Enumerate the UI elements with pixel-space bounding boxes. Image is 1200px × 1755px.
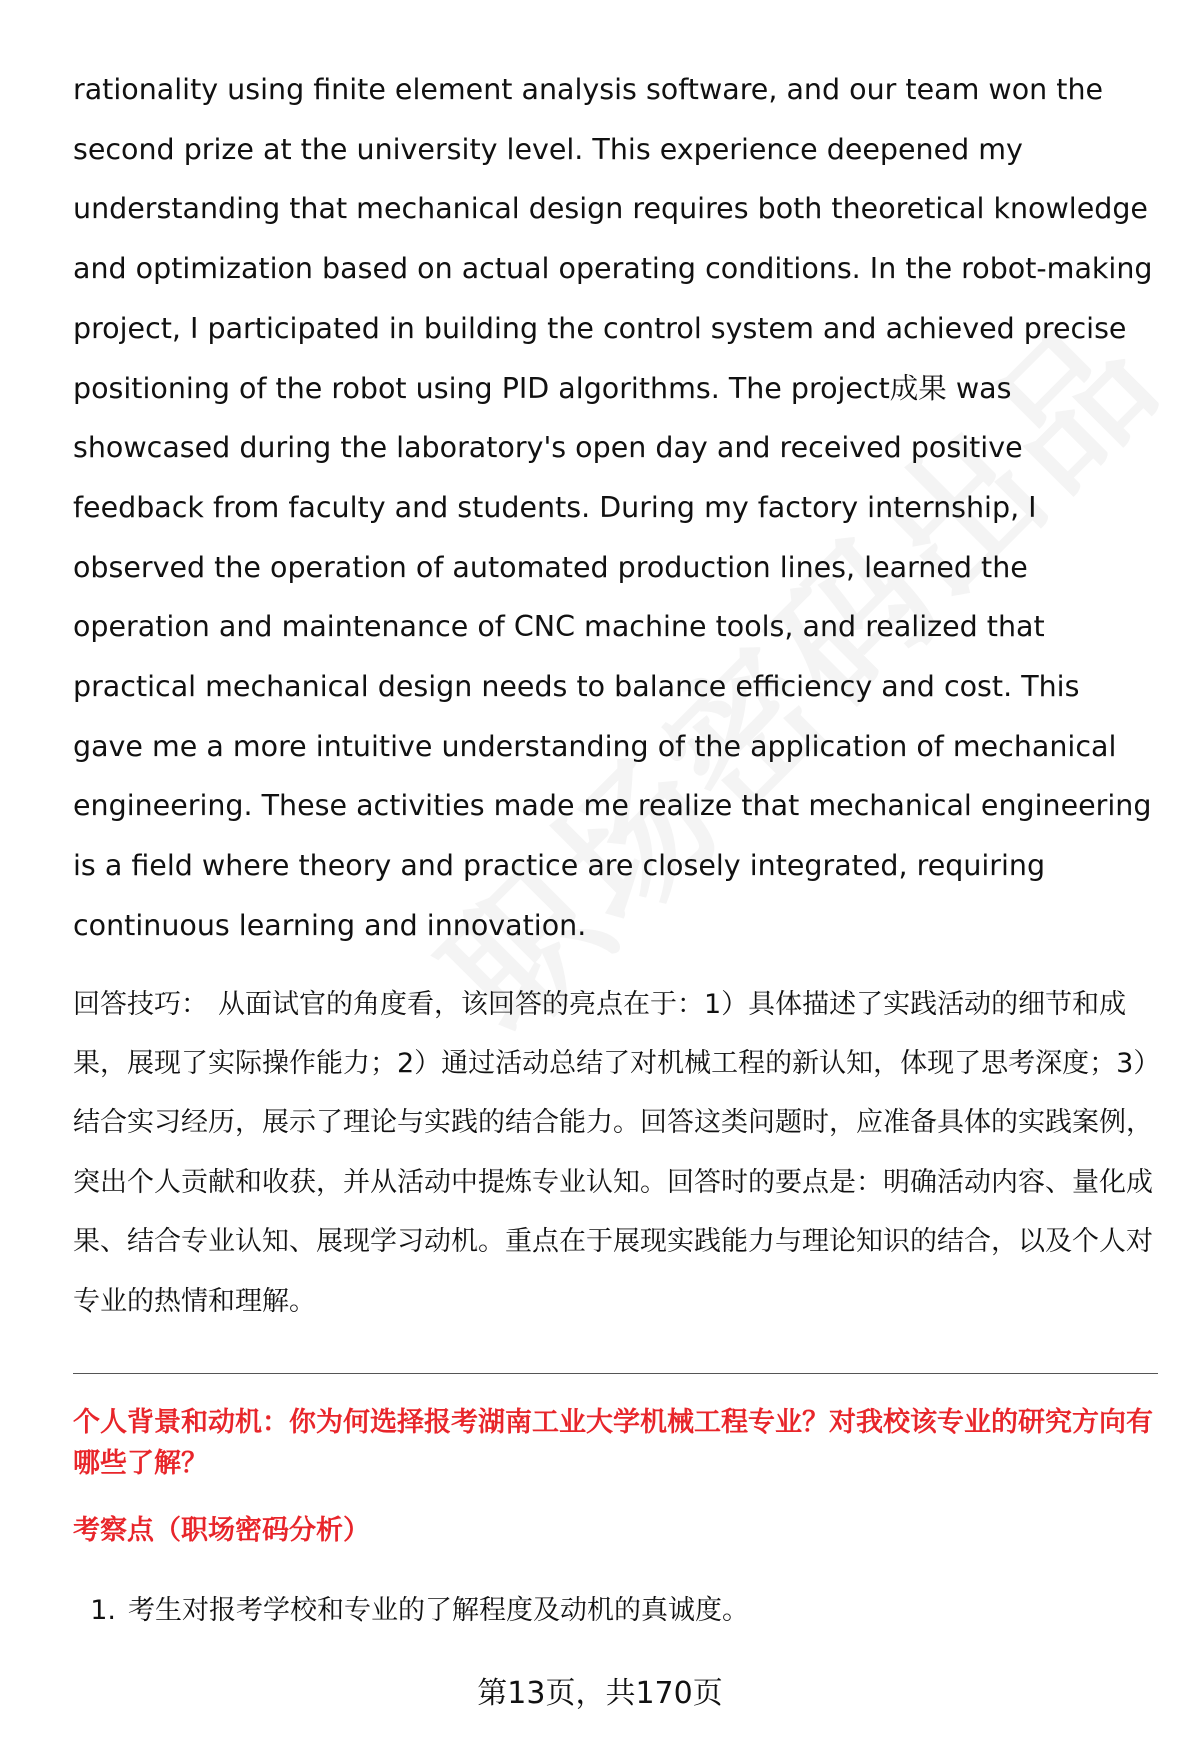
- tips-label: 回答技巧：: [73, 988, 208, 1020]
- answer-paragraph: rationality using finite element analysis software, and our team won the second prize at the university level. This experience deepened my understanding that mechanical design requires both theoretical knowledge and optimization based on actual operating conditions. In the robot-making project, I participated in building the control system and achieved precise positioning of the robot using PID algorithms. The project成果 was showcased during the laboratory's open day and received positive feedback from faculty and students. During my factory internship, I observed the operation of automated production lines, learned the operation and maintenance of CNC machine tools, and realized that practical mechanical design needs to balance efficiency and cost. This gave me a more intuitive understanding of the application of mechanical engineering. These activities made me realize that mechanical engineering is a field where theory and practice are closely integrated, requiring continuous learning and innovation.: [73, 73, 1153, 942]
- page-content: [73, 60, 1158, 1631]
- answer-tips: [73, 975, 1158, 1331]
- numbered-list: [73, 1591, 1158, 1631]
- list-item-text: 考生对报考学校和专业的了解程度及动机的真诚度。: [128, 1594, 749, 1626]
- tips-text: 从面试官的角度看，该回答的亮点在于：1）具体描述了实践活动的细节和成果，展现了实际操作能力；2）通过活动总结了对机械工程的新认知，体现了思考深度；3）结合实习经历，展示了理论与实践的结合能力。回答这类问题时，应准备具体的实践案例，突出个人贡献和收获，并从活动中提炼专业认知。回答时的要点是：明确活动内容、量化成果、结合专业认知、展现学习动机。重点在于展现实践能力与理论知识的结合，以及个人对专业的热情和理解。: [73, 988, 1153, 1317]
- section-subheading: 考察点（职场密码分析）: [73, 1514, 370, 1546]
- section-question: 个人背景和动机：你为何选择报考湖南工业大学机械工程专业？对我校该专业的研究方向有哪些了解？: [73, 1406, 1153, 1479]
- list-item: [73, 1591, 1158, 1631]
- page-number: 第13页，共170页: [477, 1676, 723, 1711]
- list-item-number: 1.: [90, 1594, 116, 1626]
- section-divider: [73, 1373, 1158, 1374]
